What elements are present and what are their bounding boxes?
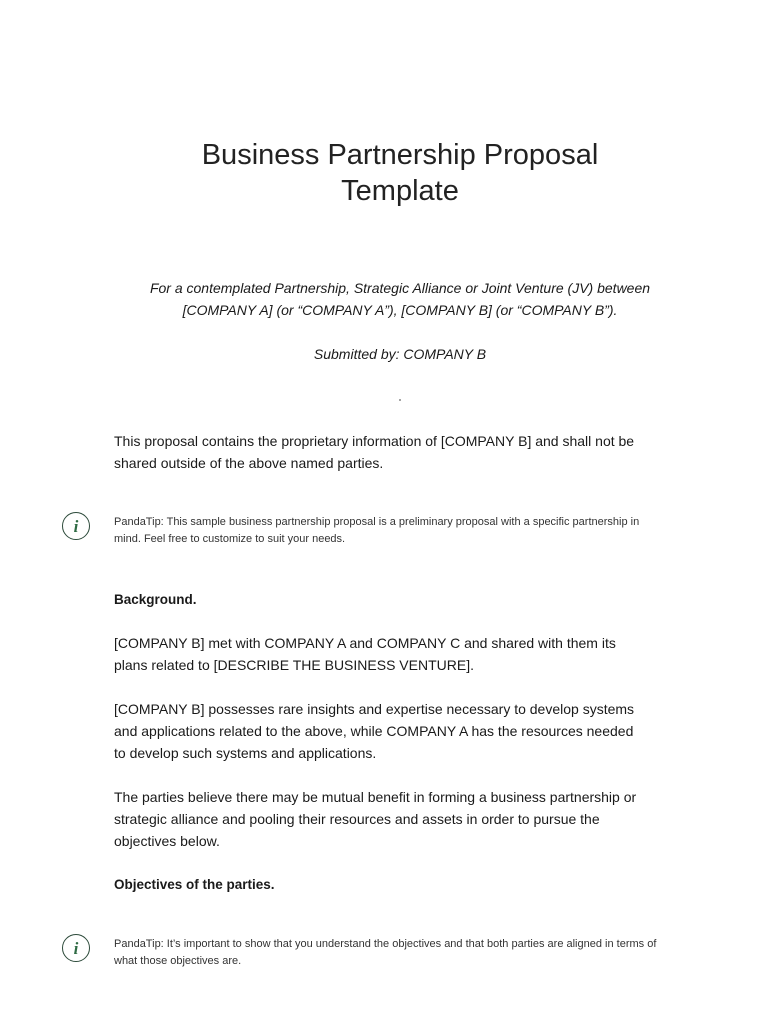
background-p2-line-3: to develop such systems and applications. xyxy=(114,745,377,761)
intro-line-1: For a contemplated Partnership, Strategic Alliance or Joint Venture (JV) between xyxy=(149,280,651,296)
confidentiality-paragraph xyxy=(114,430,714,474)
title-line-1: Business Partnership Proposal xyxy=(201,139,599,171)
background-p2-line-2: and applications related to the above, while COMPANY A has the resources needed xyxy=(114,723,634,739)
panda-tip-1-line-2: mind. Feel free to customize to suit your needs. xyxy=(114,533,346,545)
background-paragraph-3 xyxy=(114,786,714,852)
confidentiality-line-1: This proposal contains the proprietary information of [COMPANY B] and shall not be xyxy=(114,433,635,449)
document-title xyxy=(0,137,768,209)
objectives-heading: Objectives of the parties. xyxy=(114,877,275,892)
intro-subtitle xyxy=(0,277,768,321)
background-paragraph-1 xyxy=(114,632,714,676)
info-icon-glyph: i xyxy=(73,516,79,536)
info-icon xyxy=(62,934,90,962)
intro-line-2: [COMPANY A] (or “COMPANY A”), [COMPANY B] (or “COMPANY B”). xyxy=(182,302,618,318)
info-icon xyxy=(62,512,90,540)
background-paragraph-2 xyxy=(114,698,714,764)
background-heading: Background. xyxy=(114,592,197,607)
background-p3-line-1: The parties believe there may be mutual benefit in forming a business partnership or xyxy=(114,789,637,805)
background-p1-line-2: plans related to [DESCRIBE THE BUSINESS VENTURE]. xyxy=(114,657,474,673)
panda-tip-1-line-1: PandaTip: This sample business partnership proposal is a preliminary proposal with a specific partnership in xyxy=(114,516,640,528)
panda-tip-2-line-2: what those objectives are. xyxy=(114,955,242,967)
background-p3-line-2: strategic alliance and pooling their resources and assets in order to pursue the xyxy=(114,811,600,827)
panda-tip-2-line-1: PandaTip: It’s important to show that you understand the objectives and that both parties are aligned in terms of xyxy=(114,938,657,950)
background-p1-line-1: [COMPANY B] met with COMPANY A and COMPANY C and shared with them its xyxy=(114,635,616,651)
confidentiality-line-2: shared outside of the above named parties. xyxy=(114,455,384,471)
divider-dot xyxy=(399,399,401,401)
info-icon-glyph: i xyxy=(73,938,79,958)
panda-tip-2 xyxy=(114,936,724,970)
submitted-by: Submitted by: COMPANY B xyxy=(313,346,487,362)
title-line-2: Template xyxy=(341,175,459,207)
background-p3-line-3: objectives below. xyxy=(114,833,220,849)
background-p2-line-1: [COMPANY B] possesses rare insights and expertise necessary to develop systems xyxy=(114,701,635,717)
panda-tip-1 xyxy=(114,514,724,548)
